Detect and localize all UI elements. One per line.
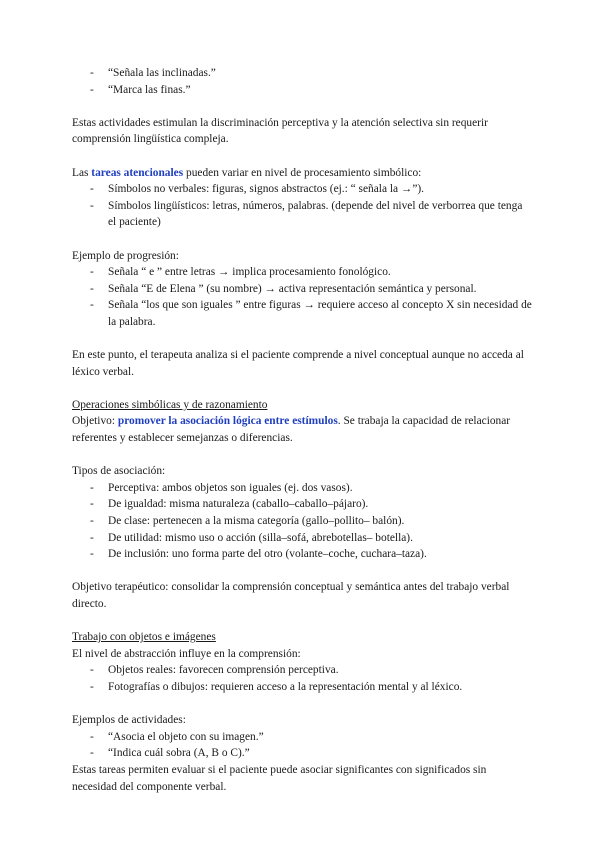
paragraph-examples: Estas tareas permiten evaluar si el paciente puede asociar significantes con significados sin necesidad del componente verbal.: [72, 763, 487, 793]
list-item: - De clase: pertenecen a la misma categoría (gallo–pollito– balón).: [90, 515, 405, 528]
list-item: - “Marca las finas.”: [90, 83, 191, 96]
paragraph-therapist: En este punto, el terapeuta analiza si el paciente comprende a nivel conceptual aunque no acceda al léxico verbal.: [72, 349, 524, 378]
highlight-tareas-atencionales: tareas atencionales: [91, 166, 184, 179]
heading-objects-images: Trabajo con objetos e imágenes: [72, 631, 216, 644]
list-item: - Objetos reales: favorecen comprensión perceptiva.: [90, 664, 339, 677]
list-item: - Símbolos no verbales: figuras, signos abstractos (ej.: “ señala la →”).: [90, 183, 425, 196]
intro-list: [72, 65, 532, 98]
list-item: - De igualdad: misma naturaleza (caballo–caballo–pájaro).: [90, 498, 369, 511]
attention-intro: Las tareas atencionales pueden variar en nivel de procesamiento simbólico:: [72, 166, 422, 179]
list-item: - Fotografías o dibujos: requieren acceso a la representación mental y al léxico.: [90, 680, 463, 693]
association-title: Tipos de asociación:: [72, 465, 166, 478]
list-item: - “Asocia el objeto con su imagen.”: [90, 730, 264, 743]
attention-list: [72, 181, 532, 231]
heading-symbolic-operations: Operaciones simbólicas y de razonamiento: [72, 398, 268, 411]
list-item: - Señala “ e ” entre letras → implica procesamiento fonológico.: [90, 266, 391, 279]
paragraph-goal: Objetivo terapéutico: consolidar la comprensión conceptual y semántica antes del trabajo verbal directo.: [72, 581, 510, 610]
examples-list: [72, 729, 532, 762]
paragraph-stimulate: Estas actividades estimulan la discriminación perceptiva y la atención selectiva sin requerir comprensión lingüística compleja.: [72, 116, 488, 146]
list-item: - Señala “los que son iguales ” entre figuras → requiere acceso al concepto X sin necesidad de la palabra.: [90, 299, 532, 328]
symbolic-objective: Objetivo: promover la asociación lógica entre estímulos. Se trabaja la capacidad de relacionar referentes y establecer semejanzas o diferencias.: [72, 415, 511, 445]
objects-list: [72, 662, 532, 695]
objects-line: El nivel de abstracción influye en la comprensión:: [72, 647, 301, 660]
list-item: - Símbolos lingüísticos: letras, números, palabras. (depende del nivel de verborrea que tenga el paciente): [90, 199, 523, 229]
list-item: - Perceptiva: ambos objetos son iguales (ej. dos vasos).: [90, 481, 353, 494]
list-item: - De utilidad: mismo uso o acción (silla–sofá, abrebotellas– botella).: [90, 531, 413, 544]
progression-list: [72, 264, 532, 330]
progression-title: Ejemplo de progresión:: [72, 249, 179, 262]
highlight-objective: promover la asociación lógica entre estímulos: [117, 415, 338, 428]
examples-title: Ejemplos de actividades:: [72, 714, 186, 727]
association-list: [72, 480, 532, 563]
list-item: - Señala “E de Elena ” (su nombre) → activa representación semántica y personal.: [90, 282, 477, 295]
document-page: [72, 65, 532, 795]
list-item: - “Señala las inclinadas.”: [90, 67, 216, 79]
list-item: - De inclusión: uno forma parte del otro (volante–coche, cuchara–taza).: [90, 548, 427, 561]
list-item: - “Indica cuál sobra (A, B o C).”: [90, 747, 250, 760]
